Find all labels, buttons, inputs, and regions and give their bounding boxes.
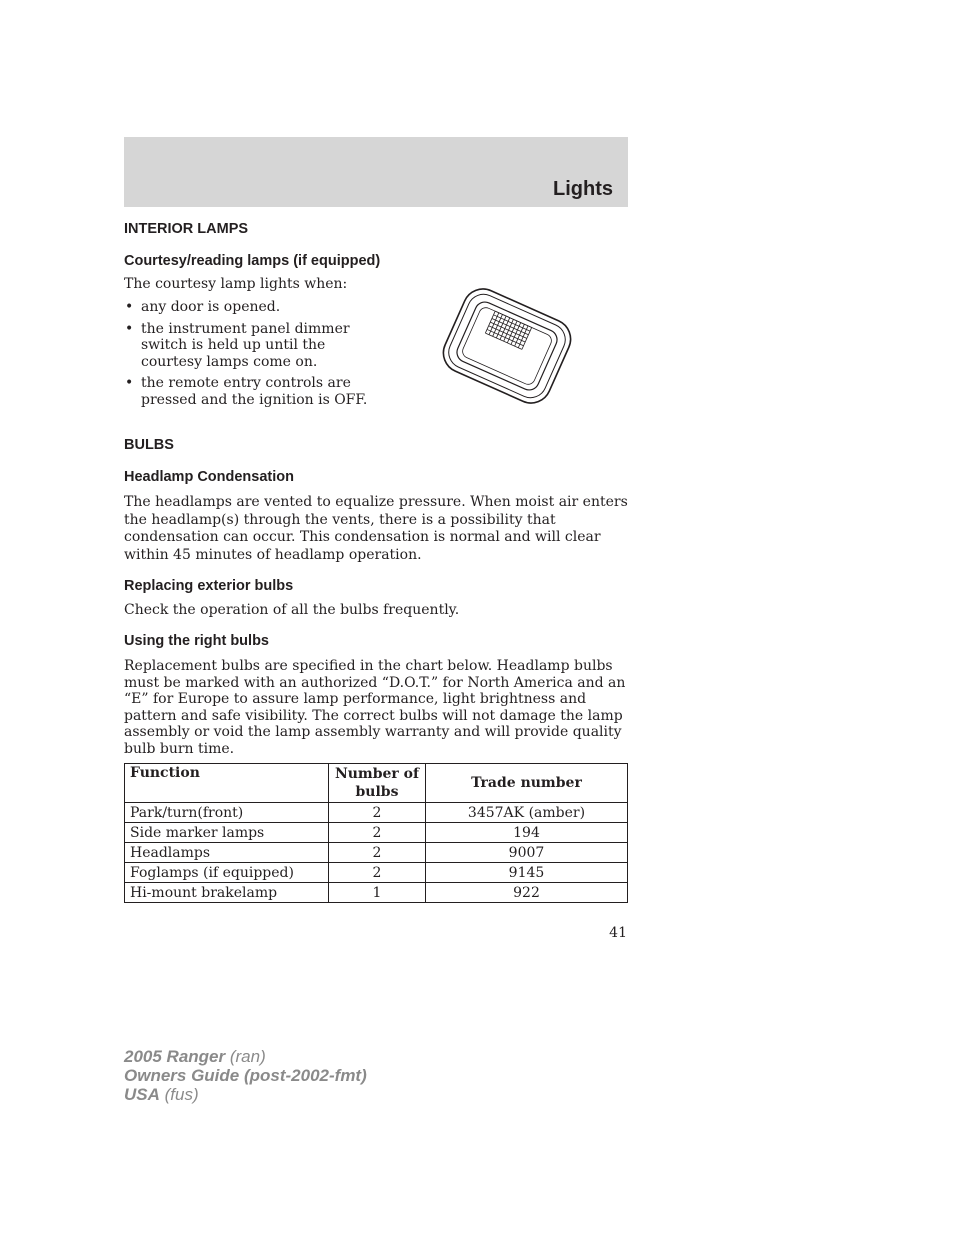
list-item-text: the instrument panel dimmer switch is held up until the courtesy lamps come on.: [141, 320, 350, 370]
cell-function: Side marker lamps: [125, 823, 329, 843]
replacing-bulbs-subheading: Replacing exterior bulbs: [124, 578, 294, 594]
cell-trade-number: 9145: [426, 863, 628, 883]
interior-lamps-heading: INTERIOR LAMPS: [124, 221, 249, 237]
bullet-glyph: •: [125, 299, 134, 315]
cell-function: Headlamps: [125, 843, 329, 863]
list-item-text: the remote entry controls are pressed and the ignition is OFF.: [141, 375, 368, 408]
footer-market: USA: [124, 1085, 160, 1104]
list-item: [124, 321, 374, 371]
footer-market-code: (fus): [159, 1085, 199, 1104]
footer-guide: Owners Guide (post-2002-fmt): [124, 1066, 367, 1085]
courtesy-conditions-list: [124, 299, 374, 413]
footer-line-model: [124, 1047, 367, 1066]
cell-number-of-bulbs: 2: [329, 823, 426, 843]
list-item: [124, 375, 374, 408]
cell-function: Park/turn(front): [125, 803, 329, 823]
table-row: [125, 863, 628, 883]
replacing-bulbs-text: Check the operation of all the bulbs frequently.: [124, 602, 460, 618]
courtesy-lamps-subheading: Courtesy/reading lamps (if equipped): [124, 253, 381, 269]
section-title: Lights: [553, 178, 613, 200]
column-header-trade-number: Trade number: [426, 764, 628, 803]
bulb-specification-table: [124, 763, 628, 903]
bullet-glyph: •: [125, 320, 134, 337]
footer-model: 2005 Ranger: [124, 1047, 226, 1066]
table-row: [125, 803, 628, 823]
column-header-number-of-bulbs: Number of bulbs: [329, 764, 426, 803]
page-number: 41: [609, 925, 627, 941]
table-row: [125, 883, 628, 903]
section-header-band: [124, 137, 628, 207]
document-footer: [124, 1047, 367, 1104]
cell-number-of-bulbs: 2: [329, 863, 426, 883]
headlamp-condensation-subheading: Headlamp Condensation: [124, 469, 294, 485]
bulbs-heading: BULBS: [124, 437, 174, 453]
cell-trade-number: 9007: [426, 843, 628, 863]
condensation-text: The headlamps are vented to equalize pressure. When moist air enters the headlamp(s) through the vents, there is a possibility that condensation can occur. This condensation is normal and will clear within 45 minutes of headlamp operation.: [124, 494, 628, 563]
table-header-row: [125, 764, 628, 803]
list-item-text: any door is opened.: [141, 299, 281, 315]
cell-function: Foglamps (if equipped): [125, 863, 329, 883]
column-header-function: Function: [125, 764, 329, 803]
cell-trade-number: 922: [426, 883, 628, 903]
courtesy-lamp-illustration: [430, 283, 584, 409]
cell-number-of-bulbs: 2: [329, 803, 426, 823]
cell-trade-number: 194: [426, 823, 628, 843]
cell-number-of-bulbs: 1: [329, 883, 426, 903]
cell-trade-number: 3457AK (amber): [426, 803, 628, 823]
footer-line-market: [124, 1085, 367, 1104]
right-bulbs-subheading: Using the right bulbs: [124, 633, 269, 649]
cell-function: Hi-mount brakelamp: [125, 883, 329, 903]
footer-model-code: (ran): [225, 1047, 266, 1066]
table-row: [125, 843, 628, 863]
footer-line-guide: [124, 1066, 367, 1085]
bullet-glyph: •: [125, 375, 134, 391]
list-item: [124, 299, 374, 316]
courtesy-intro-text: The courtesy lamp lights when:: [124, 276, 348, 292]
cell-number-of-bulbs: 2: [329, 843, 426, 863]
right-bulbs-text: Replacement bulbs are specified in the chart below. Headlamp bulbs must be marked with an authorized “D.O.T.” for North America and an “E” for Europe to assure lamp performance, light brightness and pattern and safe visibility. The correct bulbs will not damage the lamp assembly or void the lamp assembly warranty and will provide quality bulb burn time.: [124, 658, 626, 757]
table-row: [125, 823, 628, 843]
